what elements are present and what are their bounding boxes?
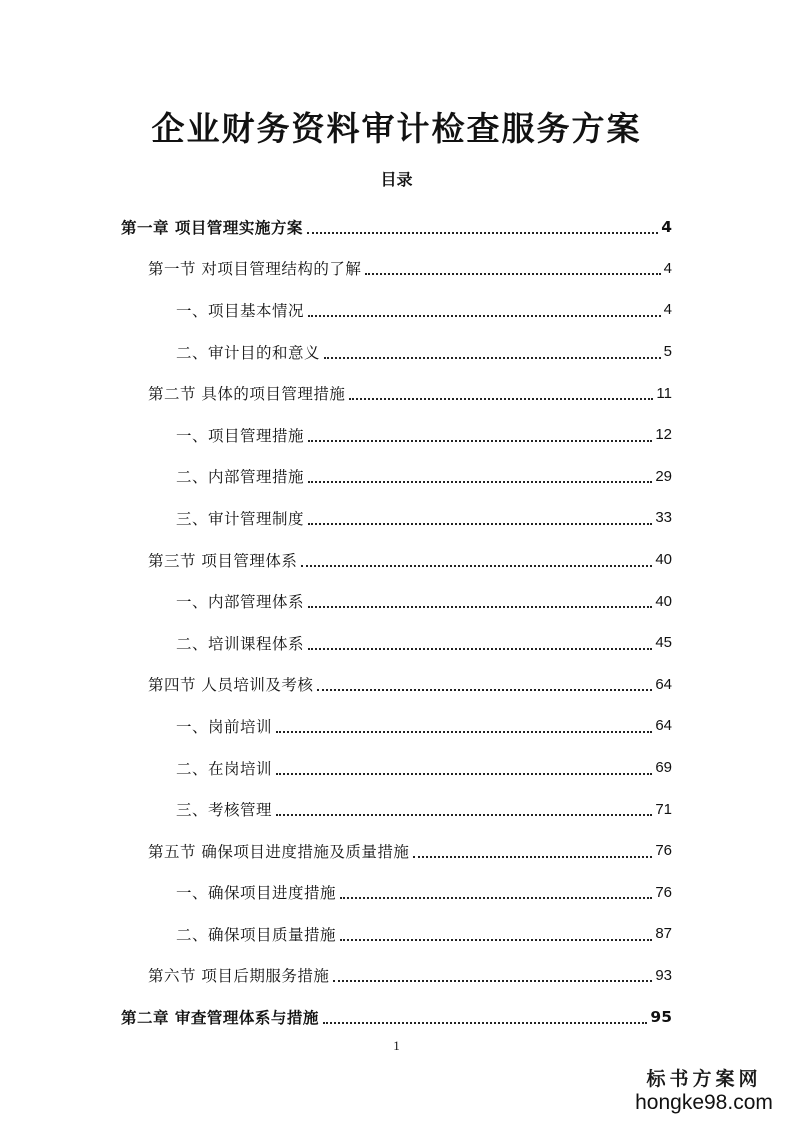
toc-subsection-entry[interactable]	[0, 622, 793, 664]
toc-entry-page: 5	[663, 343, 672, 361]
toc-dot-leader	[413, 856, 652, 858]
document-title: 企业财务资料审计检查服务方案	[151, 109, 642, 148]
toc-entry-label: 第三节 项目管理体系	[148, 551, 298, 570]
toc-entry-page: 33	[655, 509, 672, 527]
page-number: 1	[393, 1038, 400, 1053]
toc-entry-label: 第五节 确保项目进度措施及质量措施	[148, 842, 410, 861]
toc-dot-leader	[308, 523, 652, 525]
toc-dot-leader	[349, 398, 653, 400]
toc-chapter-entry[interactable]	[0, 206, 793, 248]
toc-dot-leader	[276, 731, 652, 733]
toc-dot-leader	[340, 897, 652, 899]
toc-subsection-entry[interactable]	[0, 872, 793, 914]
toc-entry-label: 第四节 人员培训及考核	[148, 676, 314, 695]
toc-section-entry[interactable]	[0, 955, 793, 997]
toc-entry-page: 76	[655, 883, 672, 901]
toc-subsection-entry[interactable]	[0, 331, 793, 373]
toc-entry-page: 4	[663, 301, 672, 319]
toc-entry-label: 第二节 具体的项目管理措施	[148, 385, 346, 404]
toc-entry-page: 40	[655, 551, 672, 569]
toc-subsection-entry[interactable]	[0, 705, 793, 747]
toc-entry-label: 一、确保项目进度措施	[176, 884, 337, 903]
toc-chapter-entry[interactable]	[0, 996, 793, 1038]
toc-entry-label: 一、项目基本情况	[176, 301, 305, 320]
toc-section-entry[interactable]	[0, 830, 793, 872]
toc-dot-leader	[308, 440, 652, 442]
toc-entry-label: 三、考核管理	[176, 801, 273, 820]
toc-entry-page: 71	[655, 800, 672, 818]
site-watermark	[629, 1068, 779, 1116]
toc-entry-label: 一、内部管理体系	[176, 593, 305, 612]
toc-entry-label: 二、确保项目质量措施	[176, 925, 337, 944]
toc-subsection-entry[interactable]	[0, 497, 793, 539]
toc-entry-page: 69	[655, 759, 672, 777]
toc-entry-page: 64	[655, 717, 672, 735]
toc-dot-leader	[308, 606, 652, 608]
toc-entry-label: 二、在岗培训	[176, 759, 273, 778]
toc-dot-leader	[301, 565, 652, 567]
watermark-url: hongke98.com	[635, 1091, 773, 1114]
toc-subsection-entry[interactable]	[0, 913, 793, 955]
toc-dot-leader	[340, 939, 652, 941]
toc-section-entry[interactable]	[0, 372, 793, 414]
table-of-contents	[0, 206, 793, 1038]
toc-heading: 目录	[380, 170, 413, 189]
toc-entry-page: 40	[655, 592, 672, 610]
toc-section-entry[interactable]	[0, 664, 793, 706]
toc-section-entry[interactable]	[0, 539, 793, 581]
toc-entry-label: 二、培训课程体系	[176, 634, 305, 653]
toc-entry-page: 87	[655, 925, 672, 943]
toc-subsection-entry[interactable]	[0, 414, 793, 456]
toc-entry-label: 一、项目管理措施	[176, 426, 305, 445]
toc-section-entry[interactable]	[0, 248, 793, 290]
toc-dot-leader	[324, 357, 661, 359]
toc-subsection-entry[interactable]	[0, 747, 793, 789]
toc-entry-page: 12	[655, 426, 672, 444]
toc-dot-leader	[308, 648, 652, 650]
toc-entry-label: 二、审计目的和意义	[176, 343, 321, 362]
toc-entry-label: 一、岗前培训	[176, 717, 273, 736]
toc-entry-label: 二、内部管理措施	[176, 468, 305, 487]
toc-dot-leader	[323, 1022, 648, 1024]
toc-entry-page: 93	[655, 966, 672, 984]
toc-dot-leader	[365, 273, 660, 275]
toc-subsection-entry[interactable]	[0, 289, 793, 331]
toc-dot-leader	[333, 980, 652, 982]
toc-dot-leader	[276, 773, 652, 775]
toc-subsection-entry[interactable]	[0, 788, 793, 830]
toc-dot-leader	[276, 814, 652, 816]
toc-entry-label: 第六节 项目后期服务措施	[148, 967, 330, 986]
toc-entry-page: 4	[663, 259, 672, 277]
toc-dot-leader	[317, 689, 652, 691]
toc-entry-label: 三、审计管理制度	[176, 509, 305, 528]
toc-entry-page: 64	[655, 675, 672, 693]
toc-entry-page: 76	[655, 842, 672, 860]
toc-entry-page: 29	[655, 467, 672, 485]
toc-entry-page: 4	[661, 217, 672, 236]
toc-entry-page: 45	[655, 634, 672, 652]
toc-subsection-entry[interactable]	[0, 580, 793, 622]
watermark-site-name: 标书方案网	[646, 1068, 762, 1090]
toc-entry-label: 第一章 项目管理实施方案	[121, 218, 303, 237]
toc-dot-leader	[308, 315, 661, 317]
toc-entry-label: 第一节 对项目管理结构的了解	[148, 260, 362, 279]
toc-dot-leader	[308, 481, 652, 483]
toc-dot-leader	[307, 232, 658, 234]
toc-subsection-entry[interactable]	[0, 456, 793, 498]
toc-entry-page: 11	[656, 384, 672, 402]
toc-entry-label: 第二章 审查管理体系与措施	[121, 1009, 319, 1028]
toc-entry-page: 95	[650, 1008, 672, 1027]
